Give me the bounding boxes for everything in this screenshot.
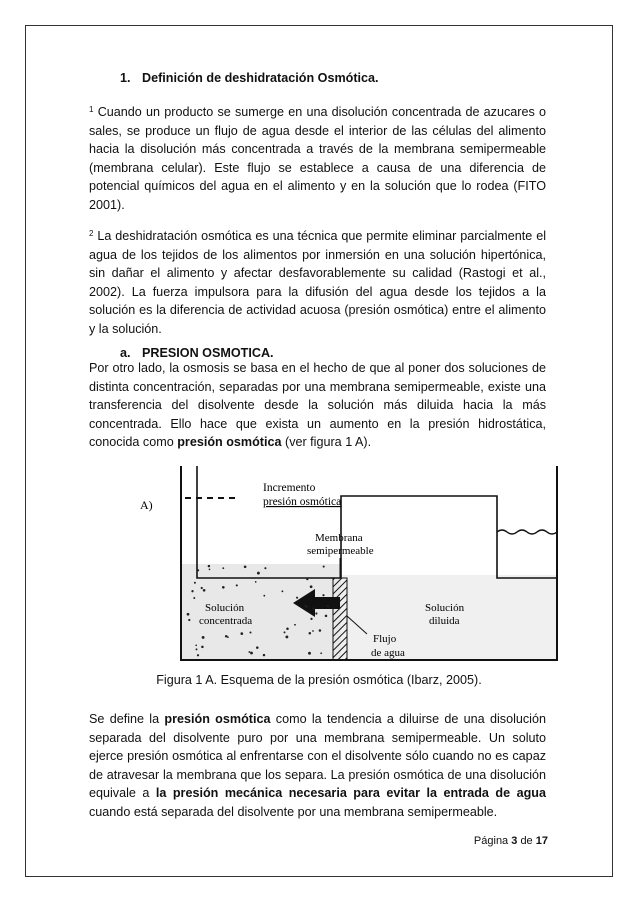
bold-term: la presión mecánica necesaria para evitar la entrada de agua xyxy=(155,786,546,800)
increment-label-2: presión osmótica xyxy=(263,496,342,508)
inner-wall xyxy=(197,466,557,578)
solute-particle xyxy=(197,654,199,656)
solute-particle xyxy=(323,566,325,568)
solute-particle xyxy=(296,597,298,599)
paragraph-1 xyxy=(89,101,546,214)
solute-particle xyxy=(255,581,257,583)
membrane-label-2: semipermeable xyxy=(307,545,374,557)
solute-particle xyxy=(310,618,312,620)
footnote-marker: 1 xyxy=(89,105,94,114)
solute-particle xyxy=(194,582,196,584)
flow-label: Flujo xyxy=(373,633,397,645)
solute-particle xyxy=(312,607,314,609)
osmosis-figure xyxy=(135,466,575,666)
solute-particle xyxy=(319,629,322,632)
figure-caption: Figura 1 A. Esquema de la presión osmótica (Ibarz, 2005). xyxy=(156,673,482,687)
solute-particle xyxy=(310,585,313,588)
solute-particle xyxy=(256,646,259,649)
text-run: Se define la xyxy=(89,712,165,726)
solute-particle xyxy=(227,636,229,638)
solute-particle xyxy=(236,584,238,586)
solute-particle xyxy=(285,635,288,638)
solute-particle xyxy=(193,597,195,599)
footer-word: Página xyxy=(473,835,509,847)
heading-number: 1. xyxy=(120,71,131,85)
solute-particle xyxy=(201,587,203,589)
heading-number: a. xyxy=(120,346,131,360)
footnote-marker: 2 xyxy=(89,229,94,238)
solute-particle xyxy=(208,565,210,567)
heading-text: PRESION OSMOTICA. xyxy=(142,346,274,360)
solute-particle xyxy=(286,628,289,631)
footer-word: de xyxy=(520,835,533,847)
text-run: como la tendencia a diluirse de una disolución separada del disolvente puro por una membrana semipermeable. Un soluto ejerce presión osmótica al enfrentarse con el disolvente sólo cuando no es capaz de atravesar la membrana que los separa. La presión osmótica de una disolución equivale a xyxy=(89,712,546,800)
solute-particle xyxy=(263,654,265,656)
concentrated-label: Solución xyxy=(205,602,245,614)
footer-total: 17 xyxy=(535,835,548,847)
membrane-label: Membrana xyxy=(315,532,363,544)
solute-particle xyxy=(312,630,314,632)
footer-page-number: 3 xyxy=(511,835,518,847)
solute-particle xyxy=(249,631,251,633)
solute-particle xyxy=(284,631,286,633)
flow-label-2: de agua xyxy=(371,647,405,659)
membrane xyxy=(333,578,347,660)
paragraph-text: Cuando un producto se sumerge en una disolución concentrada de azucares o sales, se produce un flujo de agua desde el interior de las células del alimento hacia la disolución más concentrada a través de la membrana semipermeable (membrana celular). Este flujo se establece a causa de una diferencia de potencial químicos del agua en el alimento y en la solución que lo rodea (FITO 2001). xyxy=(89,105,546,212)
solute-particle xyxy=(320,652,322,654)
solute-particle xyxy=(201,646,204,649)
paragraph-2 xyxy=(89,225,546,338)
dilute-label: Solución xyxy=(425,602,465,614)
solute-particle xyxy=(209,569,211,571)
bold-term: presión osmótica xyxy=(164,712,271,726)
solute-particle xyxy=(263,595,265,597)
text-run: cuando está separada del disolvente por una membrana semipermeable. xyxy=(89,804,498,819)
solute-particle xyxy=(304,605,306,607)
solute-particle xyxy=(197,569,199,571)
solute-particle xyxy=(240,632,243,635)
concentrated-label-2: concentrada xyxy=(199,615,253,627)
solute-particle xyxy=(248,651,250,653)
section-heading-2 xyxy=(120,346,274,360)
solute-particle xyxy=(196,648,198,650)
section-heading-1 xyxy=(120,71,379,85)
increment-label: Incremento xyxy=(263,482,316,494)
paragraph-4 xyxy=(89,710,546,821)
solute-particle xyxy=(187,613,190,616)
solute-particle xyxy=(188,619,190,621)
solute-particle xyxy=(281,590,283,592)
solute-particle xyxy=(315,612,317,614)
solute-particle xyxy=(325,615,328,618)
text-run: Por otro lado, la osmosis se basa en el hecho de que al poner dos soluciones de distinta concentración, separadas por una membrana semipermeable, existe una transferencia del disolvente desde la solución más diluida hacia la más concentrada. Ello hace que exista un aumento en la presión hidrostática, conocida como xyxy=(89,361,546,449)
solute-particle xyxy=(250,652,253,655)
solute-particle xyxy=(327,605,329,607)
paragraph-3 xyxy=(89,359,546,452)
solute-particle xyxy=(222,586,225,589)
solute-particle xyxy=(322,594,324,596)
solute-particle xyxy=(191,590,193,592)
heading-text: Definición de deshidratación Osmótica. xyxy=(142,71,379,85)
page-footer xyxy=(474,835,548,847)
solute-particle xyxy=(195,644,197,646)
paragraph-text: La deshidratación osmótica es una técnica que permite eliminar parcialmente el agua de los tejidos de los alimentos por inmersión en una solución hipertónica, sin dañar el alimento y afectar desfavorablemente su calidad (Rastogi et al., 2002). La fuerza impulsora para la difusión del agua desde los tejidos a la solución es la diferencia de actividad acuosa (presión osmótica) entre el alimento y la solución. xyxy=(89,229,547,336)
text-run: (ver figura 1 A). xyxy=(281,435,372,449)
solute-particle xyxy=(309,632,312,635)
solute-particle xyxy=(308,652,311,655)
solute-particle xyxy=(244,565,247,568)
panel-label: A) xyxy=(140,498,153,512)
solute-particle xyxy=(257,572,260,575)
bold-term: presión osmótica xyxy=(177,435,282,449)
dilute-label-2: diluida xyxy=(429,615,460,627)
solute-particle xyxy=(294,624,296,626)
solute-particle xyxy=(202,636,205,639)
solute-particle xyxy=(222,567,224,569)
solute-particle xyxy=(264,567,266,569)
solute-particle xyxy=(306,578,308,580)
solute-particle xyxy=(203,589,206,592)
water-surface xyxy=(497,530,557,534)
